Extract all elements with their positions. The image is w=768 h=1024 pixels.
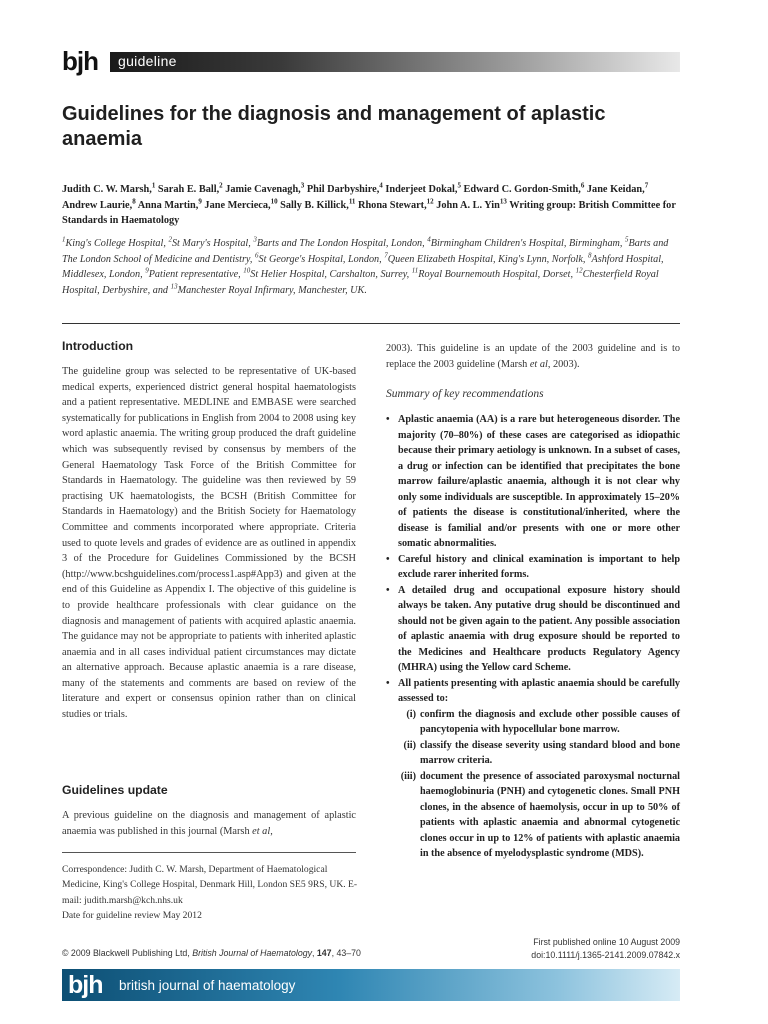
- continued-end: , 2003).: [547, 358, 580, 370]
- affiliation-text: Queen Elizabeth Hospital, King's Lynn, Norfolk,: [387, 253, 588, 265]
- author-name: Sally B. Killick,: [280, 199, 349, 211]
- recommendation-text: A detailed drug and occupational exposure history should always be taken. Any putative drug should be discontinued and should not be given again to the patient. Any possible association of aplastic anaemia with drug exposure should be reported to the Medicines and Healthcare products Regulatory Agency (MHRA) using the Yellow card Scheme.: [398, 584, 680, 674]
- author-affiliation-number: 12: [426, 197, 434, 206]
- update-text-end: ,: [270, 825, 273, 837]
- journal-title-italic: British Journal of Haematology: [192, 948, 312, 958]
- affiliation-number: 12: [575, 266, 583, 275]
- bullet-icon: •: [386, 584, 390, 596]
- author-affiliation-number: 4: [379, 181, 383, 190]
- bjh-logo: bjh: [62, 46, 98, 76]
- bullet-icon: •: [386, 677, 390, 689]
- affiliation-text: Manchester Royal Infirmary, Manchester, UK.: [177, 284, 367, 296]
- affiliation-number: 7: [384, 251, 388, 260]
- bjh-footer-logo: bjh: [68, 971, 103, 999]
- sublist-number: (i): [406, 708, 416, 720]
- sublist-item: [386, 738, 680, 769]
- continued-text: 2003). This guideline is an update of the 2003 guideline and is to replace the 2003 guideline (Marsh: [386, 343, 680, 370]
- affiliation-number: 11: [411, 266, 419, 275]
- sublist-number: (iii): [400, 770, 416, 782]
- author-name: Sarah E. Ball,: [157, 184, 220, 195]
- guidelines-update-section: [62, 782, 356, 839]
- author-affiliation-number: 11: [348, 197, 356, 206]
- affiliation-number: 6: [254, 251, 259, 260]
- author-affiliation-number: 10: [270, 197, 278, 206]
- affiliations: [62, 236, 682, 298]
- writing-group: Writing group: British Committee for Standards in Haematology: [62, 199, 676, 226]
- author-name: Jane Keidan,: [586, 184, 645, 195]
- affiliation-text: St George's Hospital, London,: [258, 253, 385, 265]
- recommendation-list: [386, 412, 680, 707]
- sublist-text: confirm the diagnosis and exclude other possible causes of pancytopenia with hypocellular bone marrow.: [420, 708, 680, 736]
- author-affiliation-number: 13: [499, 197, 507, 206]
- affiliation-number: 9: [145, 266, 149, 275]
- recommendation-text: Aplastic anaemia (AA) is a rare but heterogeneous disorder. The majority (70–80%) of these cases are categorised as idiopathic because their primary aetiology is unknown. In a subset of cases, a drug or infection can be identified that precipitates the bone marrow failure/aplastic anaemia, although it is not clear why only some individuals are susceptible. In approximately 15–20% of patients the disease is constitutional/inherited, where the disease is familial and/or presents with one or more other somatic abnormalities.: [398, 414, 680, 550]
- bullet-icon: •: [386, 553, 390, 565]
- left-column: [62, 338, 356, 723]
- journal-footer-band: [62, 969, 680, 1001]
- sublist-item: [386, 707, 680, 738]
- affiliation-number: 5: [625, 235, 629, 244]
- section-label: guideline: [118, 53, 177, 69]
- affiliation-text: Patient representative,: [148, 269, 244, 280]
- author-affiliation-number: 6: [580, 181, 585, 190]
- affiliation-text: Royal Bournemouth Hospital, Dorset,: [418, 269, 576, 280]
- affiliation-number: 4: [427, 235, 431, 244]
- affiliation-number: 10: [243, 266, 251, 275]
- header-divider: [62, 323, 680, 324]
- recommendation-item: [386, 412, 680, 552]
- affiliation-number: 2: [168, 235, 172, 244]
- author-name: Andrew Laurie,: [62, 199, 133, 211]
- author-name: John A. L. Yin: [436, 199, 500, 211]
- author-affiliation-number: 9: [198, 197, 202, 206]
- correspondence-address: Correspondence: Judith C. W. Marsh, Department of Haematological Medicine, King's College Hospital, Denmark Hill, London SE5 9RS, UK. E-mail: judith.marsh@kch.nhs.uk: [62, 864, 358, 906]
- sublist-text: document the presence of associated paroxysmal nocturnal haemoglobinuria (PNH) and cytogenetic clones. Small PNH clones, in the absence of haemolysis, occur in up to 50% of patients with aplastic anaemia and abnormal cytogenetic clones occur in up to 12% of patients with aplastic anaemia in the absence of myelodysplastic syndrome (MDS).: [420, 770, 680, 860]
- recommendation-item: [386, 552, 680, 583]
- affiliation-text: St Helier Hospital, Carshalton, Surrey,: [250, 269, 412, 280]
- affiliation-text: King's College Hospital,: [65, 238, 169, 249]
- sublist-number: (ii): [403, 739, 416, 751]
- author-name: Judith C. W. Marsh,: [62, 184, 152, 195]
- copyright-prefix: © 2009 Blackwell Publishing Ltd,: [62, 948, 193, 958]
- author-name: Edward C. Gordon-Smith,: [463, 184, 581, 195]
- publication-info: [430, 936, 680, 962]
- sublist-text: classify the disease severity using standard blood and bone marrow criteria.: [420, 739, 680, 767]
- introduction-heading: Introduction: [62, 339, 134, 353]
- author-affiliation-number: 5: [457, 181, 461, 190]
- affiliation-text: Ashford Hospital, Middlesex, London,: [62, 253, 664, 280]
- recommendation-item: [386, 676, 680, 707]
- affiliation-number: 8: [588, 251, 592, 260]
- guidelines-update-heading: Guidelines update: [62, 783, 168, 797]
- affiliation-number: 1: [62, 235, 66, 244]
- published-date: First published online 10 August 2009: [533, 937, 680, 947]
- bullet-icon: •: [386, 414, 390, 426]
- article-title: Guidelines for the diagnosis and management of aplastic anaemia: [62, 103, 606, 150]
- recommendation-item: [386, 583, 680, 676]
- copyright-line: © 2009 Blackwell Publishing Ltd, British Journal of Haematology, 147, 43–70: [62, 948, 361, 958]
- author-name: Phil Darbyshire,: [306, 184, 380, 195]
- update-continued: [386, 341, 680, 372]
- author-affiliation-number: 8: [132, 197, 136, 206]
- author-affiliation-number: 1: [151, 181, 156, 190]
- guidelines-update-text: [62, 808, 356, 839]
- sublist-item: [386, 769, 680, 862]
- recommendation-text: All patients presenting with aplastic anaemia should be carefully assessed to:: [398, 677, 680, 705]
- recommendation-text: Careful history and clinical examination is important to help exclude rarer inherited forms.: [398, 553, 680, 581]
- affiliation-text: St Mary's Hospital,: [171, 238, 254, 249]
- journal-header: [62, 46, 680, 76]
- affiliation-text: Barts and The London Hospital, London,: [256, 238, 428, 249]
- assessment-sublist: [386, 707, 680, 862]
- page-range: , 43–70: [331, 948, 361, 958]
- update-text-start: A previous guideline on the diagnosis and management of aplastic anaemia was published in this journal (Marsh: [62, 810, 356, 837]
- right-column: [386, 341, 680, 862]
- summary-heading: Summary of key recommendations: [386, 388, 544, 401]
- author-name: Jamie Cavenagh,: [225, 184, 301, 195]
- update-et-al: et al: [252, 825, 271, 837]
- section-band: [110, 52, 680, 72]
- author-affiliation-number: 2: [219, 181, 223, 190]
- affiliation-number: 3: [253, 235, 257, 244]
- continued-et-al: et al: [529, 358, 548, 370]
- doi-link[interactable]: doi:10.1111/j.1365-2141.2009.07842.x: [531, 950, 680, 960]
- affiliation-number: 13: [170, 282, 178, 291]
- author-name: Jane Mercieca,: [204, 199, 271, 211]
- author-affiliation-number: 3: [300, 181, 305, 190]
- affiliation-text: Birmingham Children's Hospital, Birmingham,: [430, 238, 625, 249]
- correspondence-footnote: [62, 862, 358, 923]
- author-list: [62, 182, 682, 229]
- introduction-text: The guideline group was selected to be representative of UK-based medical experts, experienced district general hospital haematologists and a patient representative. MEDLINE and EMBASE were searched systematically for publications in English from 2004 to 2008 using key word aplastic anaemia. The writing group produced the draft guideline which was subsequently revised by consensus by members of the General Haematology Task Force of the British Committee for Standards in Haematology. The guideline was then reviewed by 59 practising UK haematologists, the BCSH (British Committee for Standards in Haematology) and the British Society for Haematology Committee and comments incorporated where appropriate. Criteria used to quote levels and grades of evidence are as outlined in appendix 3 of the Procedure for Guidelines Commissioned by the BCSH (http://www.bcshguidelines.com/process1.asp#App3) and given at the end of this Guideline as Appendix I. The objective of this guideline is to provide healthcare professionals with clear guidance on the diagnosis and management of patients with acquired aplastic anaemia. The guidance may not be appropriate to patients with inherited aplastic anaemia and in all cases individual patient circumstances may dictate an alternative approach. Because aplastic anaemia is a rare disease, many of the statements and comments are based on review of the literature and expert or consensus opinion rather than on clinical studies or trials.: [62, 366, 356, 721]
- author-name: Anna Martin,: [137, 199, 199, 211]
- author-name: Inderjeet Dokal,: [385, 184, 458, 195]
- author-name: Rhona Stewart,: [358, 199, 427, 211]
- volume-number: 147: [316, 948, 332, 958]
- author-affiliation-number: 7: [644, 181, 649, 190]
- affiliation-text: Chesterfield Royal Hospital, Derbyshire, and: [62, 269, 659, 296]
- footnote-divider: [62, 852, 356, 853]
- affiliation-text: Barts and The London School of Medicine and Dentistry,: [62, 238, 669, 265]
- review-date: Date for guideline review May 2012: [62, 909, 202, 921]
- journal-name: british journal of haematology: [119, 978, 296, 993]
